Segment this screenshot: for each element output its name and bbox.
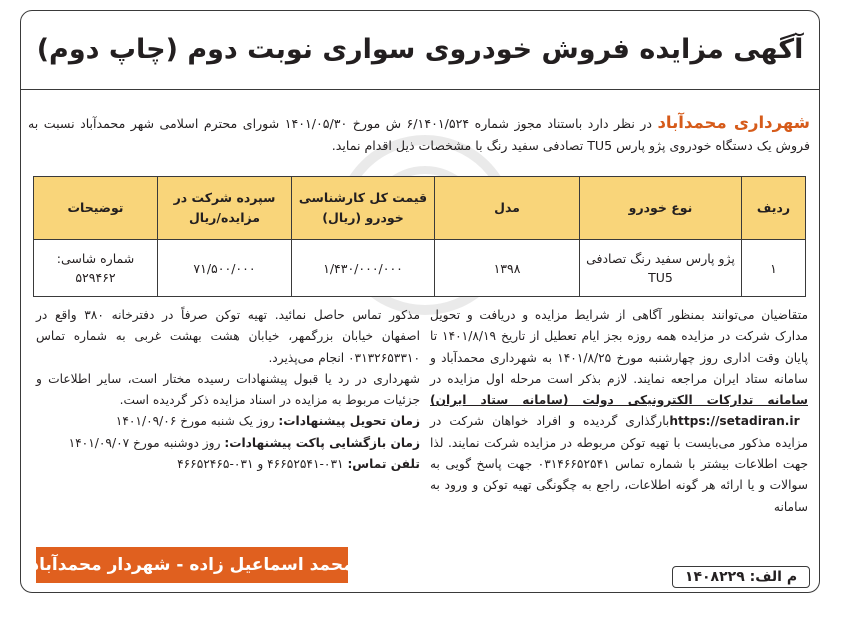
cell-price: ۱/۴۳۰/۰۰۰/۰۰۰ — [292, 240, 435, 297]
header-notes: توضیحات — [34, 177, 158, 240]
intro-text: در نظر دارد باستناد مجوز شماره ۶/۱۴۰۱/۵۲۴ ش مورخ ۱۴۰۱/۰۵/۳۰ شورای محترم اسلامی شهر محمدآباد نسبت به فروش یک دستگاه خودروی پژو پارس TU5 تصادفی سفید رنگ با مشخصات ذیل اقدام نماید. — [28, 116, 810, 153]
phone-label: تلفن تماس: — [347, 457, 420, 472]
cell-notes: شماره شاسی: ۵۲۹۴۶۲ — [34, 240, 158, 297]
delivery-time-line — [36, 411, 420, 432]
notice-title: آگهی مزایده فروش خودروی سواری نوبت دوم (چاپ دوم) — [36, 34, 804, 65]
table-header-row — [34, 177, 806, 240]
cell-row-number: ۱ — [742, 240, 806, 297]
delivery-time-label: زمان تحویل پیشنهادات: — [278, 414, 420, 429]
phone-line — [36, 454, 420, 475]
cell-model: ۱۳۹۸ — [435, 240, 580, 297]
table-row — [34, 240, 806, 297]
terms-text: متقاضیان می‌توانند بمنظور آگاهی از شرایط مزایده و دریافت و تحویل مدارک شرکت در مزایده همه روزه بجز ایام تعطیل از تاریخ ۱۴۰۱/۸/۱۹ تا پایان وقت اداری روز چهارشنبه مورخ ۱۴۰۱/۸/۲۵ به شهرداری محمدآباد و سامانه ستاد ایران مراجعه نمایند. لازم بذکر است مرحله اول مزایده در — [430, 308, 809, 386]
mayor-signature-banner: محمد اسماعیل زاده - شهردار محمدآباد — [36, 547, 348, 583]
token-paragraph: مذکور تماس حاصل نمائید. تهیه توکن صرفاً در دفترخانه ۳۸۰ واقع در اصفهان خیابان بزرگمهر، خیابان هشت بهشت غربی به شماره تماس ۰۳۱۳۲۶۵۳۳۱۰ انجام می‌پذیرد. — [36, 308, 420, 365]
opening-time-value: روز دوشنبه مورخ ۱۴۰۱/۰۹/۰۷ — [68, 435, 225, 450]
org-name: شهرداری محمدآباد — [657, 113, 811, 132]
header-model: مدل — [435, 177, 580, 240]
body-column-right — [430, 305, 808, 518]
terms-text-continued: بارگذاری گردیده و افراد خواهان شرکت در مزایده مذکور می‌بایست با تهیه توکن مربوطه در مزایده شرکت نمایند. لذا جهت اطلاعات بیشتر با شماره تماس ۰۳۱۴۶۶۵۲۵۴۱ جهت پاسخ گویی به سوالات و یا ارائه هر گونه اطلاعات، راجع به چگونگی تهیه توکن و ورود به سامانه — [430, 414, 808, 514]
header-deposit: سپرده شرکت در مزایده/ریال — [158, 177, 292, 240]
header-vehicle-type: نوع خودرو — [580, 177, 742, 240]
cell-vehicle-type: پژو پارس سفید رنگ تصادفی TU5 — [580, 240, 742, 297]
header-price: قیمت کل کارشناسی خودرو (ریال) — [292, 177, 435, 240]
delivery-time-value: روز یک شنبه مورخ ۱۴۰۱/۰۹/۰۶ — [115, 414, 279, 429]
body-column-left — [36, 305, 420, 475]
cell-deposit: ۷۱/۵۰۰/۰۰۰ — [158, 240, 292, 297]
title-band — [20, 10, 820, 90]
intro-paragraph — [28, 112, 810, 157]
setad-url-link[interactable]: https://setadiran.ir — [669, 414, 808, 429]
phone-value: ۰۳۱-۴۶۶۵۲۵۴۱ و ۰۳۱-۴۶۶۵۲۴۶۵ — [177, 457, 348, 472]
setad-system-name: سامانه تدارکات الکترونیکی دولت (سامانه ستاد ایران) — [430, 393, 808, 408]
notice-code-badge: م الف: ۱۴۰۸۲۲۹ — [672, 566, 810, 588]
header-row-number: ردیف — [742, 177, 806, 240]
opening-time-line — [36, 433, 420, 454]
opening-time-label: زمان بازگشایی پاکت پیشنهادات: — [224, 435, 420, 450]
rights-paragraph: شهرداری در رد یا قبول پیشنهادات رسیده مختار است، سایر اطلاعات و جزئیات مربوط به مزایده در اسناد مزایده ذکر گردیده است. — [36, 371, 420, 408]
vehicle-table — [33, 176, 806, 297]
